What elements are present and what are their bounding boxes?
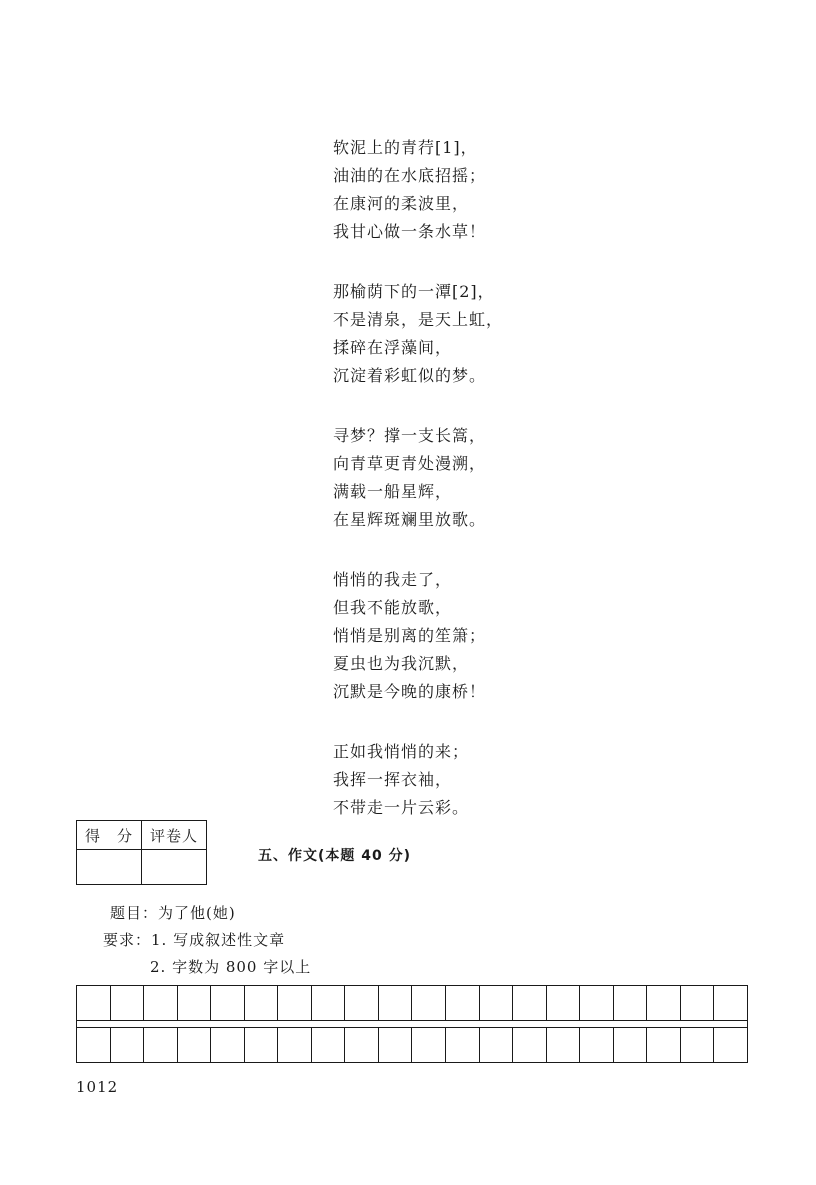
essay-requirement-2: 2. 字数为 800 字以上: [150, 958, 312, 976]
poem-line: 软泥上的青荇[1]，: [333, 138, 478, 157]
poem-stanza-5: [333, 738, 503, 822]
writing-grid-cell[interactable]: [178, 986, 212, 1020]
writing-grid[interactable]: [76, 985, 748, 1063]
writing-grid-cell[interactable]: [547, 1028, 581, 1062]
poem-line: 油油的在水底招摇；: [333, 166, 487, 185]
poem-line: 揉碎在浮藻间，: [333, 338, 453, 357]
writing-grid-cell[interactable]: [211, 986, 245, 1020]
poem: [333, 134, 503, 822]
writing-grid-cell[interactable]: [144, 1028, 178, 1062]
writing-grid-cell[interactable]: [647, 986, 681, 1020]
essay-requirement-1: 要求：1. 写成叙述性文章: [103, 931, 286, 949]
writing-grid-cell[interactable]: [77, 986, 111, 1020]
writing-grid-cell[interactable]: [245, 986, 279, 1020]
poem-line: 我甘心做一条水草！: [333, 222, 487, 241]
page-number: 1012: [76, 1078, 119, 1096]
poem-line: 不带走一片云彩。: [333, 798, 470, 817]
writing-grid-divider: [77, 1020, 747, 1028]
writing-grid-cell[interactable]: [446, 986, 480, 1020]
writing-grid-cell[interactable]: [345, 986, 379, 1020]
score-label: 得 分: [77, 821, 142, 850]
writing-grid-cell[interactable]: [178, 1028, 212, 1062]
poem-line: 悄悄的我走了，: [333, 570, 453, 589]
writing-grid-cell[interactable]: [446, 1028, 480, 1062]
writing-grid-cell[interactable]: [379, 1028, 413, 1062]
poem-line: 夏虫也为我沉默，: [333, 654, 470, 673]
writing-grid-cell[interactable]: [278, 1028, 312, 1062]
poem-line: 沉淀着彩虹似的梦。: [333, 366, 487, 385]
writing-grid-cell[interactable]: [580, 1028, 614, 1062]
poem-line: 寻梦？撑一支长篙，: [333, 426, 487, 445]
writing-grid-cell[interactable]: [111, 986, 145, 1020]
poem-line: 那榆荫下的一潭[2]，: [333, 282, 495, 301]
writing-grid-cell[interactable]: [345, 1028, 379, 1062]
writing-grid-cell[interactable]: [211, 1028, 245, 1062]
writing-grid-cell[interactable]: [111, 1028, 145, 1062]
writing-grid-cell[interactable]: [580, 986, 614, 1020]
writing-grid-cell[interactable]: [647, 1028, 681, 1062]
poem-line: 满载一船星辉，: [333, 482, 453, 501]
writing-grid-cell[interactable]: [681, 1028, 715, 1062]
writing-grid-cell[interactable]: [412, 986, 446, 1020]
poem-line: 我挥一挥衣袖，: [333, 770, 453, 789]
writing-grid-cell[interactable]: [312, 986, 346, 1020]
writing-grid-cell[interactable]: [513, 1028, 547, 1062]
writing-grid-cell[interactable]: [245, 1028, 279, 1062]
poem-stanza-4: [333, 566, 503, 706]
writing-grid-cell[interactable]: [714, 986, 747, 1020]
score-table: [76, 820, 207, 885]
essay-topic: 题目：为了他(她): [110, 904, 236, 922]
writing-grid-cell[interactable]: [714, 1028, 747, 1062]
poem-stanza-3: [333, 422, 503, 534]
poem-line: 向青草更青处漫溯，: [333, 454, 487, 473]
writing-grid-row: [77, 986, 747, 1020]
reviewer-label: 评卷人: [142, 821, 207, 850]
writing-grid-cell[interactable]: [144, 986, 178, 1020]
poem-line: 但我不能放歌，: [333, 598, 453, 617]
score-input-cell[interactable]: [77, 850, 142, 885]
writing-grid-cell[interactable]: [480, 986, 514, 1020]
writing-grid-cell[interactable]: [547, 986, 581, 1020]
poem-line: 沉默是今晚的康桥！: [333, 682, 487, 701]
writing-grid-row: [77, 1028, 747, 1062]
writing-grid-cell[interactable]: [312, 1028, 346, 1062]
poem-line: 不是清泉，是天上虹，: [333, 310, 504, 329]
writing-grid-cell[interactable]: [614, 986, 648, 1020]
reviewer-input-cell[interactable]: [142, 850, 207, 885]
writing-grid-cell[interactable]: [480, 1028, 514, 1062]
writing-grid-cell[interactable]: [513, 986, 547, 1020]
poem-line: 在康河的柔波里，: [333, 194, 470, 213]
writing-grid-cell[interactable]: [681, 986, 715, 1020]
writing-grid-cell[interactable]: [278, 986, 312, 1020]
section-title: 五、作文(本题 40 分): [258, 848, 412, 864]
poem-stanza-1: [333, 134, 503, 246]
writing-grid-cell[interactable]: [614, 1028, 648, 1062]
poem-line: 在星辉斑斓里放歌。: [333, 510, 487, 529]
writing-grid-cell[interactable]: [412, 1028, 446, 1062]
writing-grid-cell[interactable]: [379, 986, 413, 1020]
poem-stanza-2: [333, 278, 503, 390]
poem-line: 悄悄是别离的笙箫；: [333, 626, 487, 645]
poem-line: 正如我悄悄的来；: [333, 742, 470, 761]
writing-grid-cell[interactable]: [77, 1028, 111, 1062]
